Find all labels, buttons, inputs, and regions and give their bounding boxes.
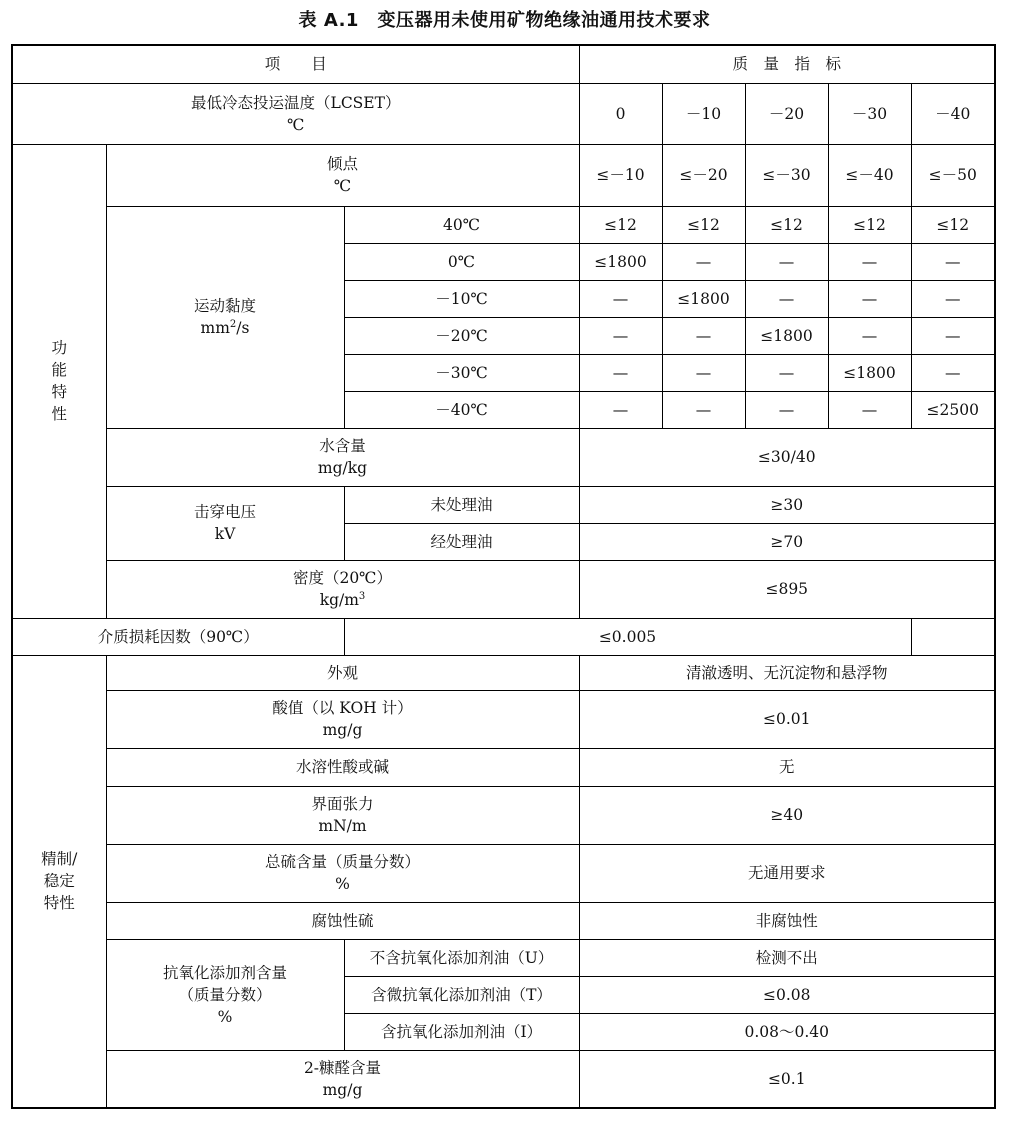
lcset-value: －30	[828, 83, 911, 144]
antioxidant-sub: 不含抗氧化添加剂油（U）	[344, 939, 579, 976]
tension-name: 界面张力	[311, 795, 374, 813]
lcset-value: －10	[662, 83, 745, 144]
antioxidant-qualifier: （质量分数）	[178, 985, 272, 1004]
pour-point-value: ≤－10	[579, 144, 662, 206]
sulfur-row	[12, 844, 995, 902]
lcset-name: 最低冷态投运温度（LCSET）	[191, 93, 401, 112]
viscosity-temp: －40℃	[344, 391, 579, 428]
table-title: 表 A.1 变压器用未使用矿物绝缘油通用技术要求	[298, 10, 711, 31]
furfural-row	[12, 1050, 995, 1108]
group-refined-line: 特性	[43, 894, 75, 913]
acid-label	[106, 690, 579, 748]
breakdown-name: 击穿电压	[193, 503, 256, 521]
viscosity-value: —	[828, 280, 911, 317]
water-label	[106, 428, 579, 486]
furfural-name: 2-糠醛含量	[303, 1058, 382, 1077]
lcset-row	[12, 83, 995, 144]
viscosity-value: —	[911, 243, 995, 280]
breakdown-value: ≥70	[579, 523, 995, 560]
antioxidant-label	[106, 939, 344, 1050]
acid-value: ≤0.01	[579, 690, 995, 748]
appearance-value: 清澈透明、无沉淀物和悬浮物	[579, 655, 995, 690]
antioxidant-row	[12, 939, 995, 976]
water-name: 水含量	[319, 437, 366, 455]
pour-point-row	[12, 144, 995, 206]
lcset-unit: ℃	[287, 115, 305, 134]
sulfur-label	[106, 844, 579, 902]
lcset-label	[12, 83, 579, 144]
acid-unit: mg/g	[322, 721, 363, 739]
density-name: 密度（20℃）	[292, 569, 393, 587]
group-functional-char: 能	[51, 361, 67, 379]
header-row	[12, 45, 995, 83]
viscosity-temp: －30℃	[344, 354, 579, 391]
corrosive-value: 非腐蚀性	[579, 902, 995, 939]
viscosity-row	[12, 206, 995, 243]
viscosity-value: —	[579, 391, 662, 428]
antioxidant-name: 抗氧化添加剂含量	[162, 963, 287, 982]
tension-unit: mN/m	[318, 817, 367, 835]
antioxidant-value: ≤0.08	[579, 976, 995, 1013]
pour-point-name: 倾点	[326, 155, 358, 173]
group-refined	[12, 655, 106, 1108]
dielectric-label: 介质损耗因数（90℃）	[12, 618, 344, 655]
viscosity-value: —	[662, 317, 745, 354]
density-value: ≤895	[579, 560, 995, 618]
group-functional-char: 功	[51, 339, 67, 357]
breakdown-sub: 未处理油	[344, 486, 579, 523]
sulfur-name: 总硫含量（质量分数）	[264, 853, 420, 871]
antioxidant-value: 0.08～0.40	[579, 1013, 995, 1050]
viscosity-value: —	[828, 243, 911, 280]
viscosity-value: —	[662, 243, 745, 280]
dielectric-row	[12, 618, 995, 655]
viscosity-value: ≤1800	[745, 317, 828, 354]
viscosity-value: —	[579, 354, 662, 391]
density-label	[106, 560, 579, 618]
viscosity-value: ≤1800	[662, 280, 745, 317]
viscosity-value: —	[745, 243, 828, 280]
breakdown-row	[12, 486, 995, 523]
sulfur-unit: %	[335, 875, 350, 893]
header-quality: 质 量 指 标	[579, 45, 995, 83]
furfural-label	[106, 1050, 579, 1108]
group-functional-char: 性	[51, 405, 67, 423]
pour-point-value: ≤－20	[662, 144, 745, 206]
spec-table	[11, 44, 996, 1109]
viscosity-value: ≤12	[828, 206, 911, 243]
lcset-value: －20	[745, 83, 828, 144]
viscosity-value: —	[911, 317, 995, 354]
viscosity-value: —	[579, 317, 662, 354]
pour-point-unit: ℃	[333, 177, 352, 195]
water-soluble-row	[12, 748, 995, 786]
viscosity-value: —	[662, 354, 745, 391]
pour-point-value: ≤－50	[911, 144, 995, 206]
pour-point-value: ≤－30	[745, 144, 828, 206]
viscosity-value: —	[911, 354, 995, 391]
viscosity-value: —	[745, 280, 828, 317]
viscosity-value: ≤2500	[911, 391, 995, 428]
breakdown-value: ≥30	[579, 486, 995, 523]
antioxidant-value: 检测不出	[579, 939, 995, 976]
breakdown-unit: kV	[214, 525, 236, 543]
appearance-label: 外观	[106, 655, 579, 690]
breakdown-sub: 经处理油	[344, 523, 579, 560]
pour-point-value: ≤－40	[828, 144, 911, 206]
viscosity-value: —	[828, 317, 911, 354]
viscosity-value: —	[828, 391, 911, 428]
sulfur-value: 无通用要求	[579, 844, 995, 902]
viscosity-name: 运动黏度	[193, 297, 256, 315]
appearance-row	[12, 655, 995, 690]
viscosity-value: ≤12	[579, 206, 662, 243]
lcset-value: －40	[911, 83, 995, 144]
breakdown-label	[106, 486, 344, 560]
water-value: ≤30/40	[579, 428, 995, 486]
density-row	[12, 560, 995, 618]
viscosity-value: —	[745, 391, 828, 428]
viscosity-temp: －10℃	[344, 280, 579, 317]
acid-row	[12, 690, 995, 748]
group-functional	[12, 144, 106, 618]
density-unit: $kg/m^3$	[319, 590, 366, 609]
viscosity-value: ≤12	[662, 206, 745, 243]
viscosity-value: ≤1800	[828, 354, 911, 391]
viscosity-value: ≤1800	[579, 243, 662, 280]
viscosity-temp: 0℃	[344, 243, 579, 280]
corrosive-row	[12, 902, 995, 939]
viscosity-value: ≤12	[911, 206, 995, 243]
viscosity-temp: 40℃	[344, 206, 579, 243]
acid-name: 酸值（以 KOH 计）	[272, 699, 413, 717]
viscosity-value: ≤12	[745, 206, 828, 243]
antioxidant-unit: %	[217, 1007, 233, 1026]
viscosity-temp: －20℃	[344, 317, 579, 354]
furfural-unit: mg/g	[322, 1080, 363, 1099]
group-refined-line: 精制/	[41, 850, 78, 869]
pour-point-label	[106, 144, 579, 206]
antioxidant-sub: 含微抗氧化添加剂油（T）	[344, 976, 579, 1013]
lcset-value: 0	[579, 83, 662, 144]
viscosity-unit: $mm^2/s$	[200, 318, 250, 337]
viscosity-value: —	[911, 280, 995, 317]
water-row	[12, 428, 995, 486]
header-item: 项 目	[12, 45, 579, 83]
corrosive-label: 腐蚀性硫	[106, 902, 579, 939]
furfural-value: ≤0.1	[579, 1050, 995, 1108]
water-soluble-label: 水溶性酸或碱	[106, 748, 579, 786]
antioxidant-sub: 含抗氧化添加剂油（I）	[344, 1013, 579, 1050]
water-soluble-value: 无	[579, 748, 995, 786]
group-refined-line: 稳定	[43, 872, 75, 891]
dielectric-value: ≤0.005	[344, 618, 911, 655]
tension-label	[106, 786, 579, 844]
tension-value: ≥40	[579, 786, 995, 844]
viscosity-value: —	[662, 391, 745, 428]
group-functional-char: 特	[51, 383, 67, 401]
water-unit: mg/kg	[317, 459, 368, 477]
viscosity-value: —	[579, 280, 662, 317]
tension-row	[12, 786, 995, 844]
viscosity-label	[106, 206, 344, 428]
viscosity-value: —	[745, 354, 828, 391]
